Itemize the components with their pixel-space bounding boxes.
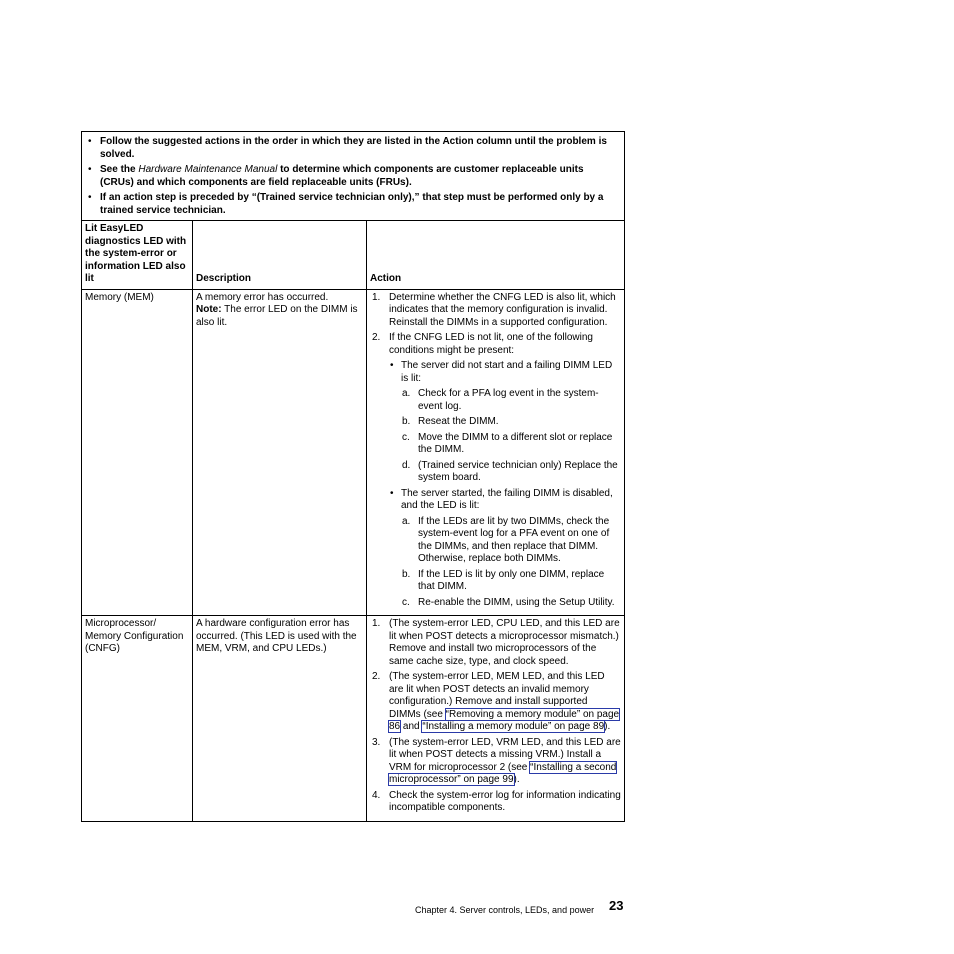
- action-step: [370, 737, 621, 787]
- sub-step-letter: a.: [402, 515, 411, 527]
- sub-step-text: If the LED is lit by only one DIMM, replace that DIMM.: [418, 568, 605, 592]
- sub-step-letter: a.: [402, 388, 411, 399]
- condition-list: [389, 360, 621, 609]
- step-number: 1.: [372, 291, 381, 303]
- description-cell: [193, 289, 367, 616]
- note-label: Note:: [196, 304, 222, 315]
- cross-reference-link[interactable]: “Removing a memory module” on page 86: [389, 708, 620, 732]
- text-run: to determine which components are customer replaceable units (CRUs) and which components are field replaceable units (FRUs).: [100, 164, 584, 188]
- action-steps-list: [370, 618, 621, 815]
- sub-step: [401, 388, 621, 413]
- page-number: 23: [609, 898, 624, 913]
- table-row: [82, 616, 625, 822]
- text-run: The error LED on the DIMM is also lit.: [196, 304, 358, 328]
- sub-step-text: Move the DIMM to a different slot or replace the DIMM.: [418, 431, 613, 455]
- footer-chapter-title: Chapter 4. Server controls, LEDs, and power: [415, 905, 595, 915]
- action-cell: [367, 289, 625, 616]
- sub-step-letter: b.: [402, 568, 411, 580]
- column-header-led: Lit EasyLED diagnostics LED with the system-error or information LED also lit: [82, 221, 193, 290]
- instruction-item: [86, 136, 620, 161]
- text-run: A hardware configuration error has occurred. (This LED is used with the MEM, VRM, and CPU LEDs.): [196, 618, 357, 654]
- sub-step-list: [401, 388, 621, 485]
- sub-step: [401, 416, 621, 429]
- step-number: 2.: [372, 671, 381, 682]
- action-step: [370, 332, 621, 609]
- step-number: 4.: [372, 789, 381, 801]
- action-step: [370, 671, 621, 734]
- step-text: [389, 671, 619, 732]
- sub-step: [401, 516, 621, 566]
- column-header-action: Action: [367, 221, 625, 290]
- text-run: (The system-error LED, MEM LED, and this LED are lit when POST detects an invalid memory configuration.) Remove and install supported DIMMs (see: [389, 671, 605, 720]
- step-number: 2.: [372, 332, 381, 343]
- step-text: [389, 790, 621, 814]
- instructions-list: [86, 136, 620, 217]
- action-step: [370, 292, 621, 330]
- text-run: A memory error has occurred.: [196, 291, 329, 303]
- step-text: [389, 332, 593, 356]
- led-name-cell: Microprocessor/ Memory Configuration (CNFG): [82, 616, 193, 822]
- step-number: 3.: [372, 736, 381, 748]
- sub-step: [401, 569, 621, 594]
- step-text: [389, 618, 620, 667]
- condition-item: [389, 360, 621, 485]
- sub-step: [401, 432, 621, 457]
- error-led-table: [81, 131, 625, 822]
- text-run: Determine whether the CNFG LED is also lit, which indicates that the memory configuration is invalid. Reinstall the DIMMs in a supported configuration.: [389, 291, 616, 328]
- cross-reference-link[interactable]: “Installing a second microprocessor” on page 99: [389, 761, 617, 785]
- sub-step-letter: b.: [402, 416, 411, 427]
- sub-step-letter: c.: [402, 596, 410, 608]
- instruction-item: [86, 164, 620, 189]
- step-text: [389, 737, 621, 786]
- sub-step-letter: d.: [402, 459, 411, 471]
- sub-step-text: Check for a PFA log event in the system-event log.: [418, 388, 599, 412]
- step-number: 1.: [372, 618, 381, 629]
- action-cell: [367, 616, 625, 822]
- sub-step: [401, 460, 621, 485]
- cross-reference-link[interactable]: “Installing a memory module” on page 89: [422, 721, 605, 732]
- condition-text: The server started, the failing DIMM is disabled, and the LED is lit:: [401, 487, 613, 511]
- sub-step-text: If the LEDs are lit by two DIMMs, check the system-event log for a PFA event on one of the DIMMs, and then replace that DIMM. Otherwise, replace both DIMMs.: [418, 515, 610, 564]
- action-step: [370, 618, 621, 668]
- led-name-cell: Memory (MEM): [82, 289, 193, 616]
- manual-title: Hardware Maintenance Manual: [138, 164, 278, 175]
- text-run: If the CNFG LED is not lit, one of the following conditions might be present:: [389, 332, 593, 356]
- column-header-description: Description: [193, 221, 367, 290]
- text-run: (The system-error LED, VRM LED, and this LED are lit when POST detects a missing VRM.) Install a VRM for microprocessor 2 (see: [389, 736, 621, 773]
- sub-step-text: Re-enable the DIMM, using the Setup Utility.: [418, 596, 615, 608]
- text-run: and: [400, 721, 423, 732]
- action-steps-list: [370, 292, 621, 610]
- text-run: ).: [513, 774, 520, 785]
- text-run: Follow the suggested actions in the order in which they are listed in the Action column until the problem is solved.: [100, 136, 607, 160]
- table-row: [82, 289, 625, 616]
- text-run: See the: [100, 164, 139, 175]
- sub-step-text: Reseat the DIMM.: [418, 416, 499, 427]
- description-cell: [193, 616, 367, 822]
- instruction-item: [86, 192, 620, 217]
- action-step: [370, 790, 621, 815]
- condition-item: [389, 488, 621, 610]
- condition-text: The server did not start and a failing DIMM LED is lit:: [401, 360, 613, 384]
- text-run: Check the system-error log for information indicating incompatible components.: [389, 789, 621, 813]
- sub-step-text: (Trained service technician only) Replace the system board.: [418, 459, 618, 483]
- step-text: [389, 292, 616, 328]
- text-run: (The system-error LED, CPU LED, and this LED are lit when POST detects a microprocessor mismatch.) Remove and install two microprocessors of the same cache size, type, and clock speed.: [389, 618, 620, 667]
- text-run: If an action step is preceded by “(Trained service technician only),” that step must be performed only by a trained service technician.: [100, 192, 604, 216]
- sub-step-letter: c.: [402, 431, 410, 443]
- sub-step: [401, 597, 621, 610]
- text-run: ).: [604, 721, 611, 732]
- sub-step-list: [401, 516, 621, 610]
- instructions-note: [82, 132, 625, 221]
